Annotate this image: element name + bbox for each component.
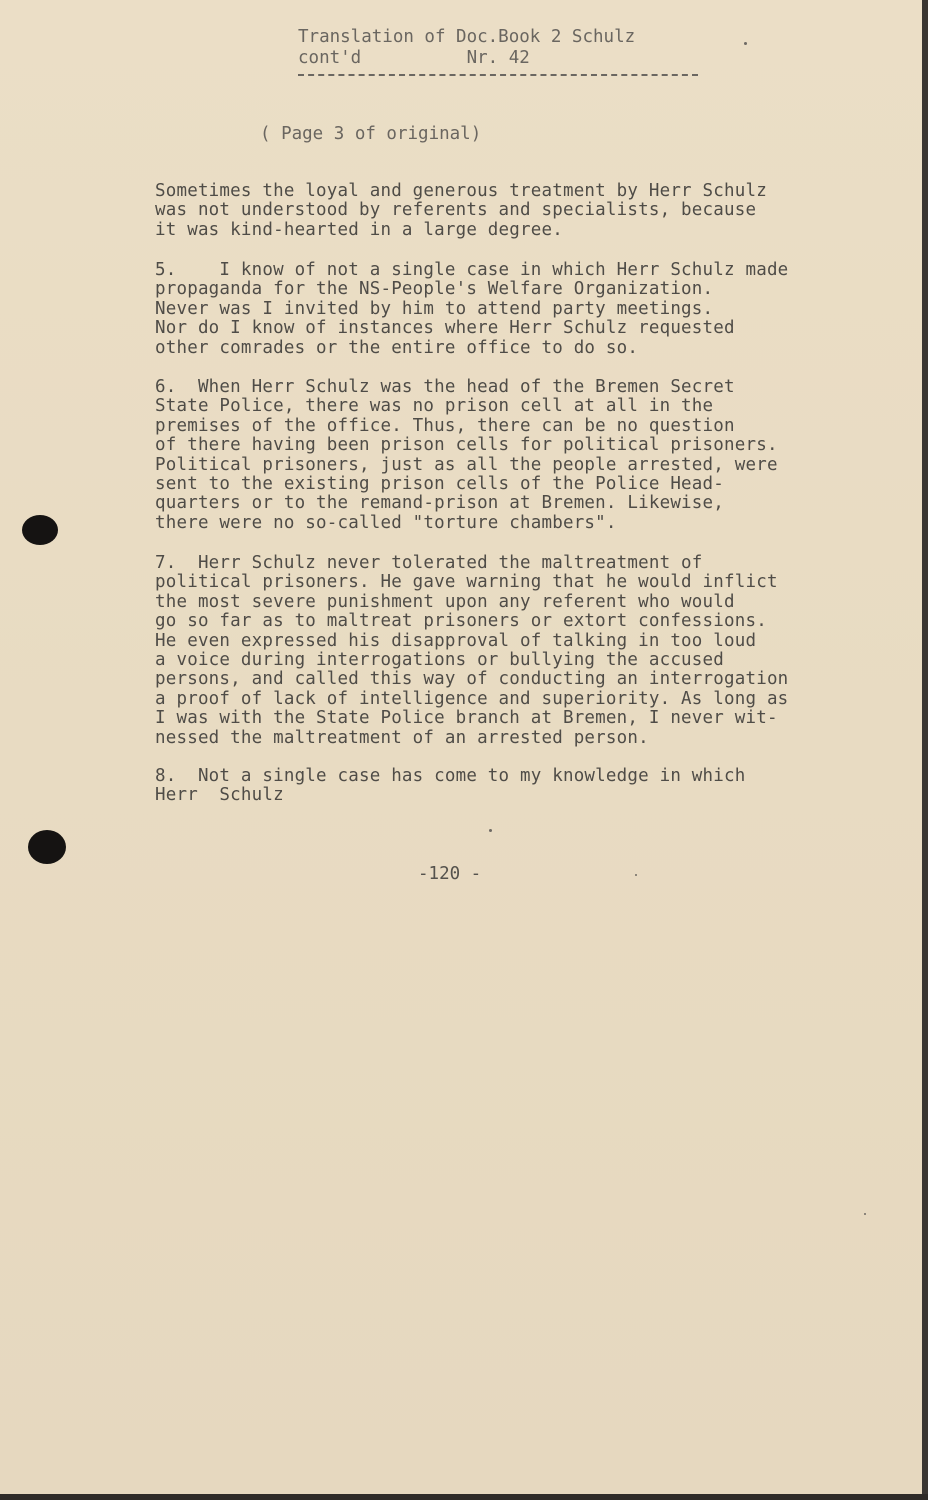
punch-hole-bottom (28, 830, 66, 864)
paragraph-8 (155, 767, 855, 806)
page-number: -120 - (418, 864, 482, 884)
text-line: there were no so-called "torture chambers". (155, 512, 617, 533)
text-line: Nor do I know of instances where Herr Schulz requested (155, 318, 735, 339)
paragraph-5 (155, 261, 855, 358)
text-line: sent to the existing prison cells of the Police Head- (155, 474, 725, 495)
text-line: 7. Herr Schulz never tolerated the maltreatment of (155, 553, 703, 573)
paragraph-6 (155, 378, 855, 533)
text-line: State Police, there was no prison cell at all in the (155, 396, 714, 417)
text-line: Never was I invited by him to attend party meetings. (155, 298, 714, 319)
text-line: premises of the office. Thus, there can be no question (155, 415, 735, 436)
text-line: political prisoners. He gave warning that he would inflict (155, 572, 778, 593)
punch-hole-top (22, 515, 58, 545)
scan-edge-bottom (0, 1494, 928, 1500)
paper-speck (635, 874, 637, 876)
text-line: 6. When Herr Schulz was the head of the Bremen Secret (155, 377, 735, 397)
paper-speck (489, 829, 492, 832)
scan-edge-right (922, 0, 928, 1500)
text-line: 5. I know of not a single case in which Herr Schulz made (155, 260, 789, 280)
text-line: He even expressed his disapproval of talking in too loud (155, 630, 757, 651)
text-line: a proof of lack of intelligence and superiority. As long as (155, 688, 789, 709)
text-line: go so far as to maltreat prisoners or extort confessions. (155, 611, 767, 632)
page-reference: ( Page 3 of original) (260, 124, 482, 144)
text-line: was not understood by referents and specialists, because (155, 200, 757, 221)
header-rule (298, 74, 698, 76)
text-line: it was kind-hearted in a large degree. (155, 219, 563, 240)
paragraph-intro (155, 182, 855, 240)
text-line: propaganda for the NS-People's Welfare Organization. (155, 279, 714, 300)
text-line: the most severe punishment upon any referent who would (155, 591, 735, 612)
text-line: Sometimes the loyal and generous treatment by Herr Schulz (155, 181, 767, 201)
text-line: Political prisoners, just as all the people arrested, were (155, 454, 778, 475)
paragraph-7 (155, 554, 855, 748)
paper-speck (864, 1213, 866, 1215)
text-line: other comrades or the entire office to do so. (155, 337, 639, 358)
text-line: persons, and called this way of conducting an interrogation (155, 669, 789, 690)
header-title: Translation of Doc.Book 2 Schulz (298, 27, 636, 47)
text-line: nessed the maltreatment of an arrested person. (155, 727, 649, 748)
text-line: a voice during interrogations or bullying the accused (155, 650, 725, 671)
text-line: quarters or to the remand-prison at Bremen. Likewise, (155, 493, 725, 514)
header-subtitle: cont'd Nr. 42 (298, 48, 530, 68)
text-line: 8. Not a single case has come to my knowledge in which (155, 766, 746, 786)
text-line: I was with the State Police branch at Bremen, I never wit- (155, 708, 778, 729)
paper-speck (744, 42, 747, 45)
text-line: of there having been prison cells for political prisoners. (155, 435, 778, 456)
text-line: Herr Schulz (155, 785, 284, 806)
